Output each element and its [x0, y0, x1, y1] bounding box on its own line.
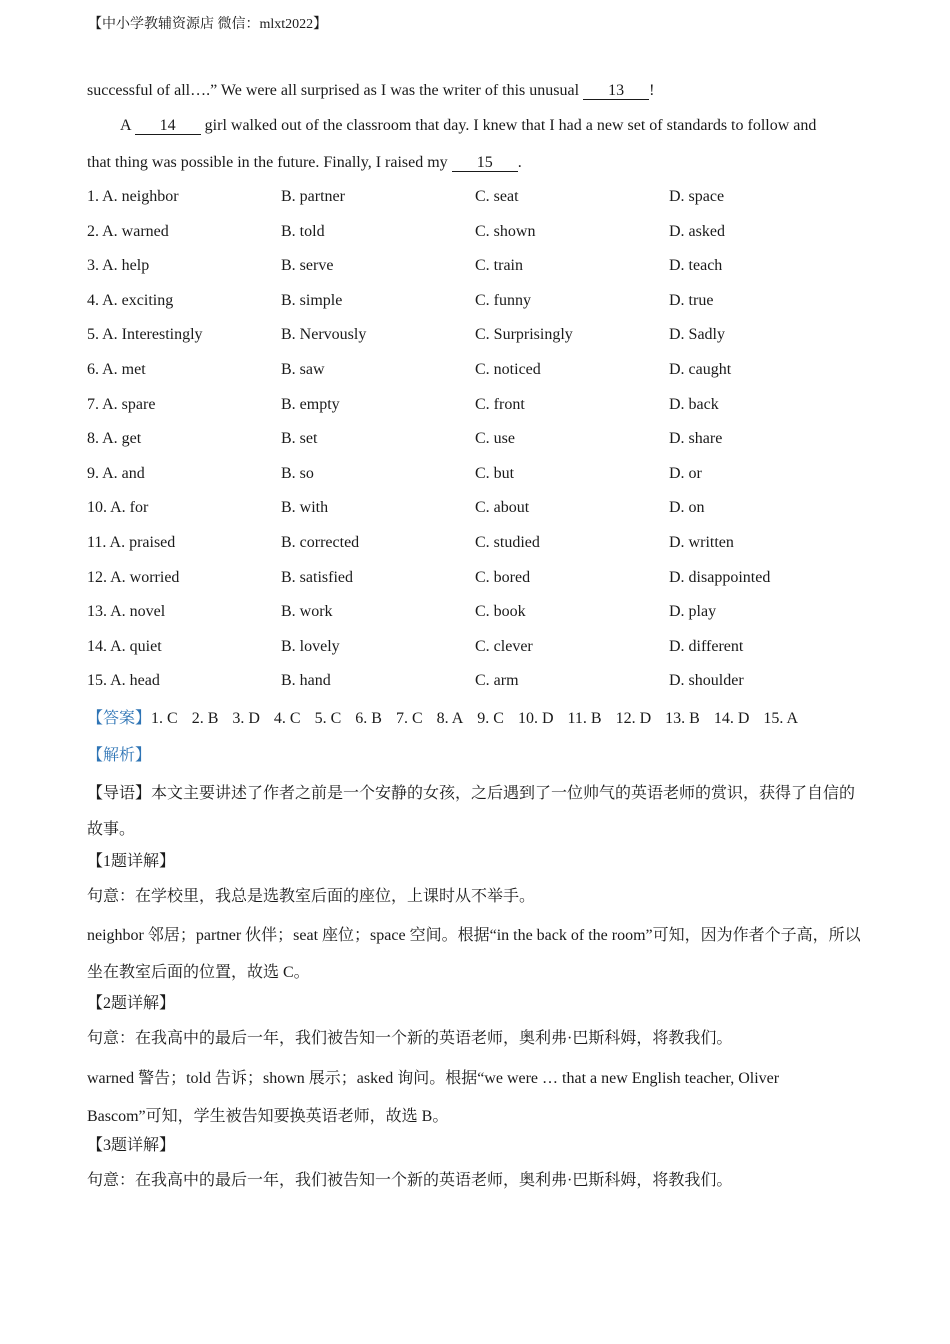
detail-1-explain: neighbor 邻居；partner 伙伴；seat 座位；space 空间。根据“in the back of the room”可知，因为作者个子高，所以坐在教室后面的位置，故选 C。	[87, 927, 861, 981]
option-c: C. noticed	[475, 361, 541, 378]
guide-text: 本文主要讲述了作者之前是一个安静的女孩，之后遇到了一位帅气的英语老师的赏识，获得了自信的故事。	[87, 785, 856, 838]
option-c: C. but	[475, 464, 515, 482]
option-d: D. space	[669, 188, 725, 205]
option-d: D. caught	[669, 361, 732, 378]
option-b: B. hand	[281, 672, 331, 690]
option-row	[87, 396, 887, 418]
passage-text: A	[120, 117, 135, 134]
option-d: D. teach	[669, 257, 723, 275]
option-c: C. use	[475, 430, 515, 448]
option-b: B. corrected	[281, 534, 360, 551]
option-a: 7. A. spare	[87, 395, 156, 413]
option-b: B. work	[281, 603, 333, 621]
option-b: B. empty	[281, 395, 340, 413]
answer-items	[151, 710, 812, 727]
answer-item: 14. D	[713, 710, 750, 727]
blank-14: 14	[135, 118, 201, 135]
option-d: D. on	[669, 499, 705, 517]
option-a: 3. A. help	[87, 257, 150, 275]
detail-3-meaning: 句意：在我高中的最后一年，我们被告知一个新的英语老师，奥利弗·巴斯科姆，将教我们。	[87, 1172, 733, 1189]
option-c: C. arm	[475, 672, 519, 690]
answer-item: 9. C	[477, 710, 504, 727]
answer-item: 10. D	[517, 710, 554, 727]
option-d: D. asked	[669, 222, 725, 240]
passage-line-2	[120, 117, 816, 135]
passage-line-1	[87, 82, 654, 100]
passage-line-3	[87, 154, 522, 172]
option-d: D. share	[669, 430, 723, 448]
detail-2-title: 【2题详解】	[87, 995, 176, 1012]
detail-2-meaning: 句意：在我高中的最后一年，我们被告知一个新的英语老师，奥利弗·巴斯科姆，将教我们。	[87, 1030, 733, 1047]
passage-text: .	[517, 154, 522, 171]
option-row	[87, 257, 887, 279]
option-a: 11. A. praised	[87, 534, 176, 551]
option-a: 8. A. get	[87, 430, 142, 448]
passage-text: girl walked out of the classroom that day. I knew that I had a new set of standards to follow and	[200, 117, 817, 134]
option-b: B. told	[281, 222, 325, 240]
answer-label: 【答案】	[87, 710, 152, 727]
option-row	[87, 603, 887, 625]
option-c: C. Surprisingly	[475, 326, 573, 344]
answer-item: 11. B	[567, 710, 602, 727]
option-b: B. serve	[281, 257, 334, 275]
option-b: B. with	[281, 499, 329, 517]
option-b: B. Nervously	[281, 326, 367, 344]
option-a: 13. A. novel	[87, 603, 166, 621]
answer-item: 15. A	[763, 710, 799, 727]
option-row	[87, 188, 887, 210]
option-a: 2. A. warned	[87, 222, 169, 240]
option-a: 12. A. worried	[87, 568, 180, 586]
option-a: 4. A. exciting	[87, 291, 174, 309]
option-d: D. true	[669, 291, 714, 309]
option-a: 5. A. Interestingly	[87, 326, 203, 344]
answer-item: 2. B	[191, 710, 219, 727]
option-c: C. funny	[475, 291, 531, 309]
detail-1-meaning: 句意：在学校里，我总是选教室后面的座位，上课时从不举手。	[87, 888, 536, 905]
guide-label: 【导语】	[87, 785, 152, 802]
option-a: 1. A. neighbor	[87, 188, 179, 205]
option-d: D. shoulder	[669, 672, 744, 690]
answer-item: 7. C	[395, 710, 423, 727]
option-a: 15. A. head	[87, 672, 160, 690]
option-b: B. saw	[281, 361, 325, 378]
answer-item: 4. C	[273, 710, 301, 727]
option-c: C. book	[475, 603, 526, 621]
answer-item: 5. C	[314, 710, 342, 727]
option-row	[87, 672, 887, 694]
passage-text: that thing was possible in the future. Finally, I raised my	[87, 154, 452, 171]
option-row	[87, 223, 887, 245]
option-row	[87, 638, 887, 660]
passage-text: successful of all….” We were all surprised as I was the writer of this unusual	[87, 82, 584, 99]
option-c: C. studied	[475, 534, 540, 551]
detail-2-explain: warned 警告；told 告诉；shown 展示；asked 询问。根据“we were … that a new English teacher, Oliver Bascom”可知，学生被告知要换英语老师，故选 B。	[87, 1070, 780, 1125]
option-row	[87, 569, 887, 591]
option-row	[87, 430, 887, 452]
option-d: D. disappointed	[669, 568, 771, 586]
option-d: D. different	[669, 637, 744, 655]
option-c: C. about	[475, 499, 530, 517]
option-a: 14. A. quiet	[87, 637, 162, 655]
option-row	[87, 361, 887, 383]
blank-13: 13	[583, 83, 649, 100]
option-row	[87, 534, 887, 556]
option-c: C. seat	[475, 188, 519, 205]
option-b: B. so	[281, 464, 314, 482]
option-a: 9. A. and	[87, 464, 145, 482]
answer-item: 13. B	[665, 710, 700, 727]
option-b: B. set	[281, 430, 318, 448]
option-b: B. satisfied	[281, 568, 353, 586]
option-c: C. train	[475, 257, 523, 275]
blank-15: 15	[452, 155, 518, 172]
option-row	[87, 326, 887, 348]
option-d: D. written	[669, 534, 734, 551]
option-c: C. shown	[475, 222, 536, 240]
passage-text: !	[649, 82, 655, 99]
option-b: B. partner	[281, 188, 345, 205]
option-row	[87, 292, 887, 314]
option-d: D. back	[669, 395, 719, 413]
option-c: C. clever	[475, 637, 533, 655]
option-row	[87, 499, 887, 521]
detail-3-title: 【3题详解】	[87, 1137, 176, 1154]
option-c: C. bored	[475, 568, 531, 586]
answer-item: 6. B	[355, 710, 382, 727]
option-d: D. Sadly	[669, 326, 725, 344]
option-b: B. simple	[281, 291, 343, 309]
option-a: 6. A. met	[87, 361, 146, 378]
answer-item: 12. D	[615, 710, 652, 727]
option-b: B. lovely	[281, 637, 340, 655]
answer-item: 3. D	[232, 710, 260, 727]
answer-item: 1. C	[151, 710, 178, 727]
option-d: D. or	[669, 464, 702, 482]
guide-paragraph	[87, 776, 867, 848]
answer-row	[87, 705, 812, 728]
detail-1-title: 【1题详解】	[87, 853, 176, 870]
option-a: 10. A. for	[87, 499, 149, 517]
option-d: D. play	[669, 603, 717, 621]
option-c: C. front	[475, 395, 525, 413]
answer-item: 8. A	[436, 710, 464, 727]
option-row	[87, 465, 887, 487]
analysis-label: 【解析】	[87, 747, 152, 764]
page-header: 【中小学教辅资源店 微信：mlxt2022】	[88, 17, 328, 32]
